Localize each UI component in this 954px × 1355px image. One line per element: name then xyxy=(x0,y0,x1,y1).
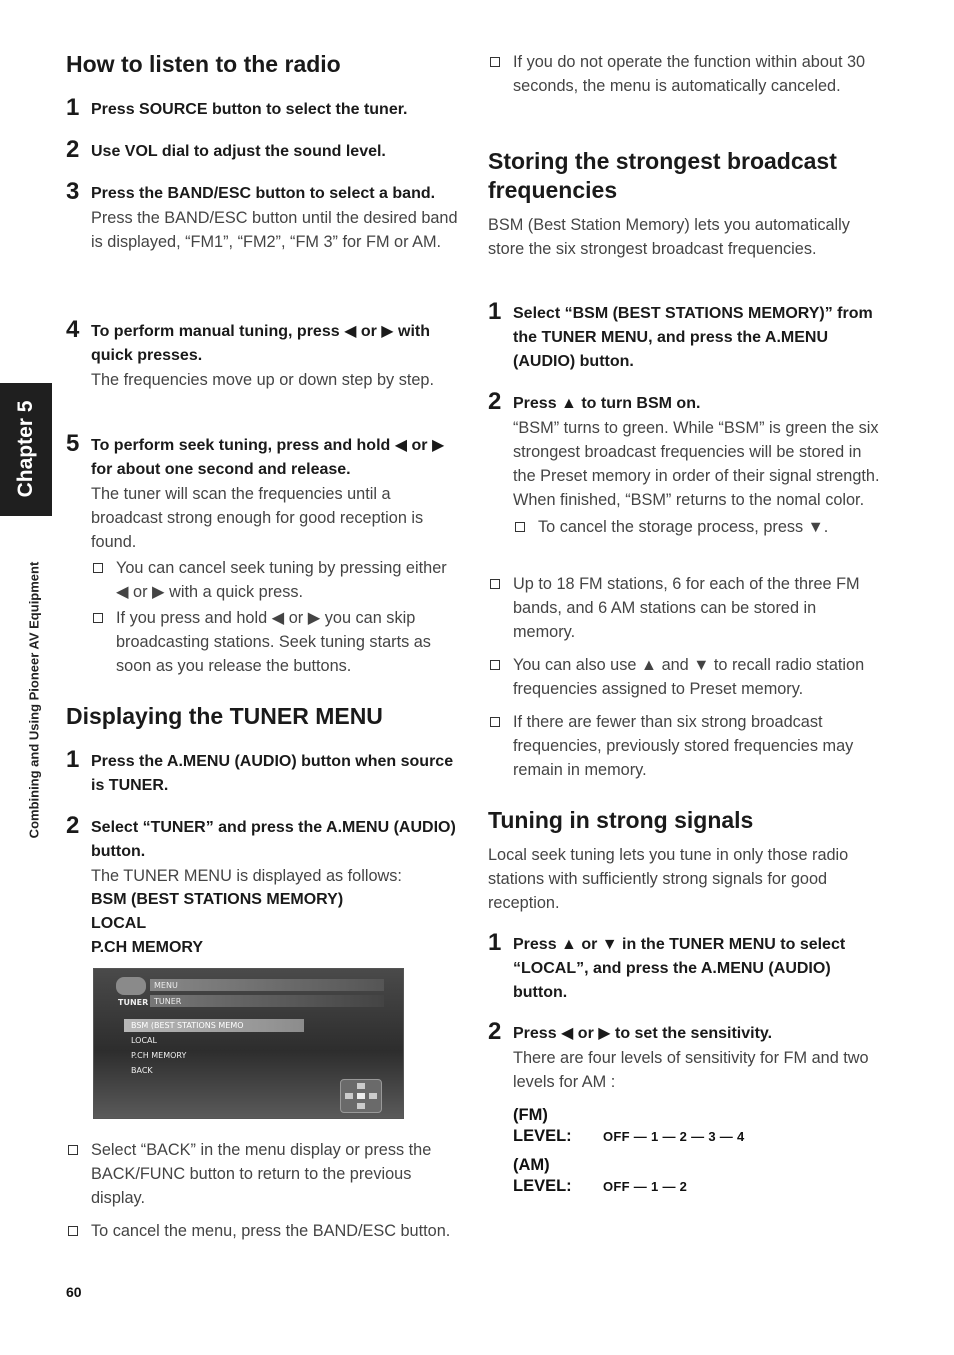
step-number: 2 xyxy=(66,812,80,839)
step-body: The TUNER MENU is displayed as follows: xyxy=(91,867,402,885)
step-2 xyxy=(488,388,880,539)
step-heading: To perform seek tuning, press and hold ◀ or ▶ for about one second and release. xyxy=(91,437,445,478)
step-number: 2 xyxy=(66,136,80,163)
step-body: There are four levels of sensitivity for FM and two levels for AM : xyxy=(513,1049,869,1091)
step-4 xyxy=(66,316,458,392)
step-5 xyxy=(66,430,458,678)
page-number: 60 xyxy=(66,1284,82,1300)
intro-text: BSM (Best Station Memory) lets you automatically store the six strongest broadcast frequencies. xyxy=(488,216,850,258)
note-text: To cancel the storage process, press ▼. xyxy=(538,518,829,536)
screen-menu-item[interactable]: BSM (BEST STATIONS MEMO xyxy=(131,1021,244,1030)
step-heading: Press the A.MENU (AUDIO) button when source is TUNER. xyxy=(91,753,454,794)
note-text: Up to 18 FM stations, 6 for each of the three FM bands, and 6 AM stations can be stored in memory. xyxy=(513,575,860,641)
checkbox-icon xyxy=(490,660,500,670)
menu-label: MENU xyxy=(154,981,178,990)
note xyxy=(513,515,880,539)
fm-levels xyxy=(513,1106,880,1146)
title-bar xyxy=(150,995,384,1007)
step-heading: Select “TUNER” and press the A.MENU (AUDIO) button. xyxy=(91,819,456,860)
title-label: TUNER xyxy=(154,997,182,1006)
note-text: You can cancel seek tuning by pressing either ◀ or ▶ with a quick press. xyxy=(116,559,447,601)
tuner-menu-screenshot xyxy=(93,968,404,1119)
chapter-label: Chapter 5 xyxy=(14,400,37,498)
checkbox-icon xyxy=(93,563,103,573)
checkbox-icon xyxy=(490,579,500,589)
step-body: “BSM” turns to green. While “BSM” is green the six strongest broadcast frequencies will be stored in the Preset memory in order of their signal strength. When finished, “BSM” returns to the nomal color. xyxy=(513,419,880,509)
right-column xyxy=(488,0,880,1195)
level-values: OFF — 1 — 2 xyxy=(603,1179,688,1194)
note xyxy=(91,606,458,678)
screen-menu-item[interactable]: BACK xyxy=(131,1066,153,1075)
note-text: To cancel the menu, press the BAND/ESC button. xyxy=(91,1222,451,1240)
step-heading: Use VOL dial to adjust the sound level. xyxy=(91,143,386,160)
screen-menu-item[interactable]: P.CH MEMORY xyxy=(131,1051,187,1060)
step-1 xyxy=(66,746,458,798)
step-2 xyxy=(66,136,458,164)
step-number: 2 xyxy=(488,1018,502,1045)
checkbox-icon xyxy=(490,717,500,727)
intro-text: Local seek tuning lets you tune in only those radio stations with sufficiently strong signals for good reception. xyxy=(488,846,849,912)
step-number: 1 xyxy=(66,746,80,773)
checkbox-icon xyxy=(68,1226,78,1236)
step-number: 5 xyxy=(66,430,80,457)
step-number: 1 xyxy=(488,298,502,325)
heading-storing-bsm: Storing the strongest broadcast frequencies xyxy=(488,148,837,203)
note xyxy=(66,1219,458,1243)
step-number: 2 xyxy=(488,388,502,415)
note xyxy=(91,556,458,604)
checkbox-icon xyxy=(515,522,525,532)
notes-menu xyxy=(66,1138,458,1243)
note-text: If there are fewer than six strong broadcast frequencies, previously stored frequencies may remain in memory. xyxy=(513,713,854,779)
step-heading: To perform manual tuning, press ◀ or ▶ with quick presses. xyxy=(91,323,430,364)
step-1 xyxy=(66,94,458,122)
note-text: Select “BACK” in the menu display or press the BACK/FUNC button to return to the previous display. xyxy=(91,1141,432,1207)
step-2 xyxy=(488,1018,880,1196)
checkbox-icon xyxy=(68,1145,78,1155)
step-number: 3 xyxy=(66,178,80,205)
checkbox-icon xyxy=(93,613,103,623)
source-label: TUNER xyxy=(118,998,149,1007)
menu-item: BSM (BEST STATIONS MEMORY) xyxy=(91,891,344,908)
note-text: You can also use ▲ and ▼ to recall radio station frequencies assigned to Preset memory. xyxy=(513,656,865,698)
level-label: LEVEL: xyxy=(513,1177,572,1195)
chapter-tab xyxy=(0,383,52,516)
note-text: If you do not operate the function within about 30 seconds, the menu is automatically canceled. xyxy=(513,53,866,95)
step-heading: Press ▲ or ▼ in the TUNER MENU to select “LOCAL”, and press the A.MENU (AUDIO) button. xyxy=(513,936,846,1001)
menu-item: LOCAL xyxy=(91,915,147,932)
heading-listen-radio: How to listen to the radio xyxy=(66,51,341,77)
step-heading: Press SOURCE button to select the tuner. xyxy=(91,101,408,118)
menu-bar xyxy=(150,979,384,991)
band-label: (FM) xyxy=(513,1106,548,1124)
heading-strong-signals: Tuning in strong signals xyxy=(488,807,754,833)
screen-menu-item[interactable]: LOCAL xyxy=(131,1036,157,1045)
heading-tuner-menu: Displaying the TUNER MENU xyxy=(66,703,383,729)
note xyxy=(66,1138,458,1210)
step-3 xyxy=(66,178,458,254)
level-values: OFF — 1 — 2 — 3 — 4 xyxy=(603,1129,745,1144)
step-2 xyxy=(66,812,458,960)
step-number: 4 xyxy=(66,316,80,343)
notes-bsm xyxy=(488,572,880,782)
step-body: Press the BAND/ESC button until the desired band is displayed, “FM1”, “FM2”, “FM 3” for FM or AM. xyxy=(91,209,458,251)
level-label: LEVEL: xyxy=(513,1127,572,1145)
step-1 xyxy=(488,298,880,374)
section-running-title: Combining and Using Pioneer AV Equipment xyxy=(26,561,42,839)
menu-item: P.CH MEMORY xyxy=(91,939,204,956)
step-number: 1 xyxy=(66,94,80,121)
checkbox-icon xyxy=(490,57,500,67)
step-body: The tuner will scan the frequencies until a broadcast strong enough for good reception is found. xyxy=(91,485,424,551)
step-heading: Press ▲ to turn BSM on. xyxy=(513,395,701,412)
am-levels xyxy=(513,1156,880,1196)
step-heading: Press ◀ or ▶ to set the sensitivity. xyxy=(513,1025,773,1042)
note xyxy=(488,653,880,701)
note-text: If you press and hold ◀ or ▶ you can skip broadcasting stations. Seek tuning starts as soon as you release the buttons. xyxy=(116,609,431,675)
step-heading: Press the BAND/ESC button to select a band. xyxy=(91,185,436,202)
note xyxy=(488,710,880,782)
direction-pad-icon xyxy=(340,1079,382,1113)
note xyxy=(488,50,905,98)
step-body: The frequencies move up or down step by step. xyxy=(91,371,435,389)
step-number: 1 xyxy=(488,929,502,956)
menu-logo-icon xyxy=(116,977,146,995)
band-label: (AM) xyxy=(513,1156,550,1174)
note xyxy=(488,572,880,644)
step-heading: Select “BSM (BEST STATIONS MEMORY)” from the TUNER MENU, and press the A.MENU (AUDIO) button. xyxy=(513,305,873,370)
step-1 xyxy=(488,929,880,1005)
